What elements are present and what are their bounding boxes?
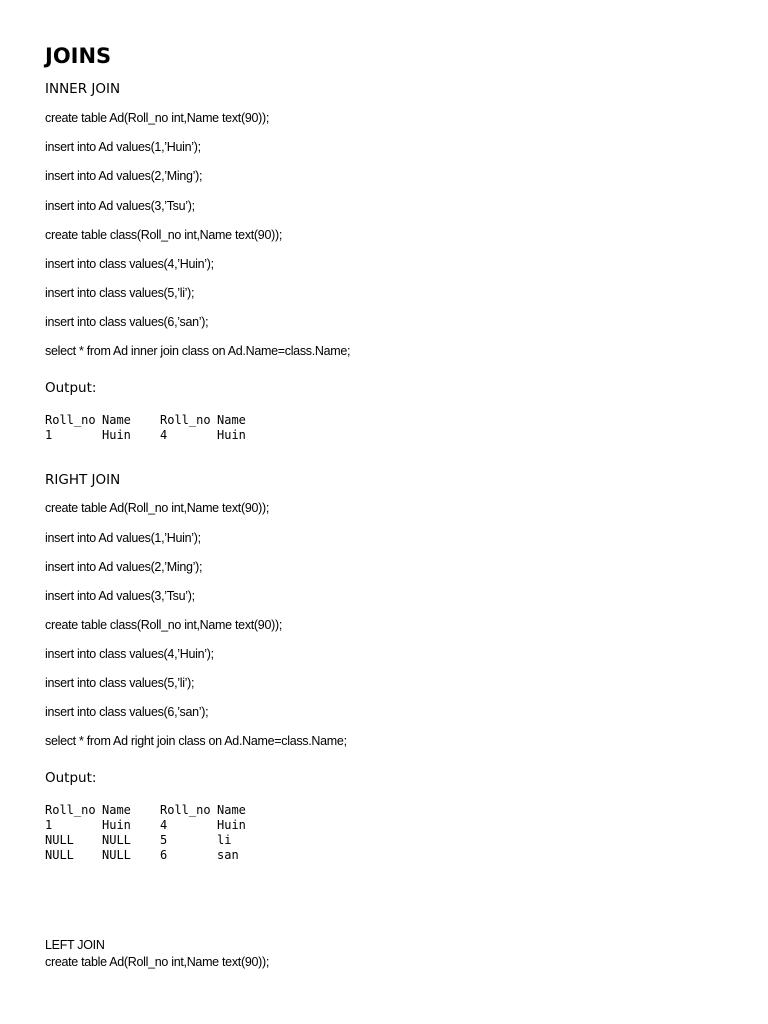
table-cell: Huin [102,428,131,442]
right-output-table [45,803,277,863]
inner-join-heading: INNER JOIN [45,81,121,97]
inner-sql-line: insert into class values(6,’san’); [45,315,209,329]
table-cell: 4 [160,818,168,832]
inner-sql-line: create table class(Roll_no int,Name text(90)); [45,228,283,242]
column-header: Name [217,413,246,427]
right-join-heading: RIGHT JOIN [45,472,121,488]
inner-sql-line: create table Ad(Roll_no int,Name text(90)); [45,111,270,125]
right-sql-line: insert into class values(4,’Huin’); [45,647,214,661]
table-row [45,818,277,833]
inner-sql-line: select * from Ad inner join class on Ad.Name=class.Name; [45,344,351,358]
right-sql-line: select * from Ad right join class on Ad.Name=class.Name; [45,734,347,748]
table-cell: 6 [160,848,168,862]
table-cell: NULL [102,833,131,847]
table-cell: 5 [160,833,168,847]
table-row [45,848,277,863]
column-header: Roll_no [160,413,211,427]
table-cell: NULL [45,848,74,862]
column-header: Roll_no [45,803,96,817]
table-cell: li [217,833,232,847]
column-header: Roll_no [45,413,96,427]
column-header: Name [102,803,131,817]
table-cell: 1 [45,818,53,832]
right-sql-line: insert into class values(6,’san’); [45,705,209,719]
inner-output-label: Output: [45,380,97,396]
column-header: Name [217,803,246,817]
table-cell: san [217,848,239,862]
table-row [45,428,277,443]
inner-sql-line: insert into Ad values(2,’Ming’); [45,169,203,183]
page-title: JOINS [45,44,112,68]
right-sql-line: insert into Ad values(3,’Tsu’); [45,589,195,603]
table-cell: NULL [45,833,74,847]
table-header-row [45,803,277,818]
inner-sql-line: insert into Ad values(3,’Tsu’); [45,199,195,213]
table-cell: 1 [45,428,53,442]
right-sql-line: insert into Ad values(1,’Huin’); [45,531,201,545]
table-cell: Huin [217,428,246,442]
right-output-label: Output: [45,770,97,786]
table-header-row [45,413,277,428]
right-sql-line: create table class(Roll_no int,Name text(90)); [45,618,283,632]
inner-sql-line: insert into class values(4,’Huin’); [45,257,214,271]
table-cell: NULL [102,848,131,862]
inner-sql-line: insert into Ad values(1,’Huin’); [45,140,201,154]
table-cell: Huin [102,818,131,832]
right-sql-line: insert into Ad values(2,’Ming’); [45,560,203,574]
column-header: Roll_no [160,803,211,817]
table-cell: 4 [160,428,168,442]
left-join-heading: LEFT JOIN [45,938,105,952]
table-row [45,833,277,848]
right-sql-line: create table Ad(Roll_no int,Name text(90)); [45,501,270,515]
inner-output-table [45,413,277,443]
inner-sql-line: insert into class values(5,’li’); [45,286,195,300]
right-sql-line: insert into class values(5,’li’); [45,676,195,690]
table-cell: Huin [217,818,246,832]
column-header: Name [102,413,131,427]
left-sql-line: create table Ad(Roll_no int,Name text(90)); [45,955,270,969]
